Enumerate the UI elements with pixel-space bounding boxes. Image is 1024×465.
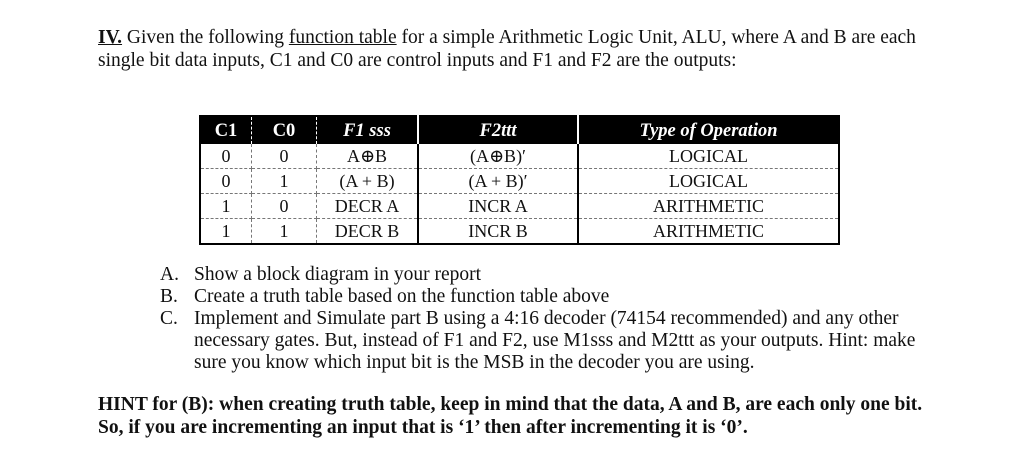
cell-c0: 1 <box>252 169 317 194</box>
task-list <box>160 264 950 374</box>
header-f2: F2ttt <box>418 116 578 144</box>
cell-f2: INCR B <box>418 219 578 245</box>
cell-c1: 0 <box>200 144 252 169</box>
hint-paragraph: HINT for (B): when creating truth table, keep in mind that the data, A and B, are each only one bit. So, if you are incrementing an input that is ‘1’ then after incrementing it is ‘0’. <box>98 394 923 438</box>
cell-f1: DECR A <box>317 194 419 219</box>
function-table <box>199 115 840 245</box>
header-c1: C1 <box>200 116 252 144</box>
list-marker: B. <box>160 286 178 307</box>
function-table-term: function table <box>288 27 397 48</box>
cell-type: ARITHMETIC <box>653 221 764 241</box>
intro-text-1: Given the following <box>122 27 289 48</box>
cell-f1: DECR B <box>317 219 419 245</box>
question-number: IV. <box>98 27 123 48</box>
question-intro <box>98 26 958 72</box>
header-c0: C0 <box>252 116 317 144</box>
cell-c1: 1 <box>200 194 252 219</box>
table-header-row <box>200 116 839 144</box>
cell-type: ARITHMETIC <box>578 194 839 219</box>
cell-f1: A⊕B <box>317 144 419 169</box>
cell-f2: (A + B)′ <box>418 169 578 194</box>
intro-text-2: for a simple Arithmetic Logic Unit, ALU, where A and B are each single bit data inputs, C1 and C0 are control inputs and F1 and F2 are the outputs: <box>98 27 916 71</box>
header-f1: F1 sss <box>317 116 419 144</box>
cell-c0: 0 <box>252 194 317 219</box>
cell-c1: 1 <box>200 219 252 245</box>
list-item-text: Implement and Simulate part B using a 4:16 decoder (74154 recommended) and any other necessary gates. But, instead of F1 and F2, use M1sss and M2ttt as your outputs. Hint: make sure you know which input bit is the MSB in the decoder you are using. <box>194 308 916 373</box>
cell-type: LOGICAL <box>578 169 839 194</box>
table-row <box>200 194 839 219</box>
header-type-of-operation: Type of Operation <box>578 116 839 144</box>
cell-type: LOGICAL <box>578 144 839 169</box>
list-item-text: Create a truth table based on the function table above <box>194 286 610 307</box>
table-row <box>200 144 839 169</box>
list-item <box>160 308 950 374</box>
cell-c0: 1 <box>252 219 317 245</box>
cell-f1: (A + B) <box>317 169 419 194</box>
table-row <box>200 219 839 245</box>
cell-c0: 0 <box>252 144 317 169</box>
cell-f2: INCR A <box>418 194 578 219</box>
list-item <box>160 264 950 286</box>
list-item <box>160 286 950 308</box>
list-marker: A. <box>160 264 179 285</box>
list-item-text: Show a block diagram in your report <box>194 264 482 285</box>
cell-f2: (A⊕B)′ <box>418 144 578 169</box>
list-marker: C. <box>160 308 178 329</box>
cell-c1: 0 <box>200 169 252 194</box>
table-row <box>200 169 839 194</box>
